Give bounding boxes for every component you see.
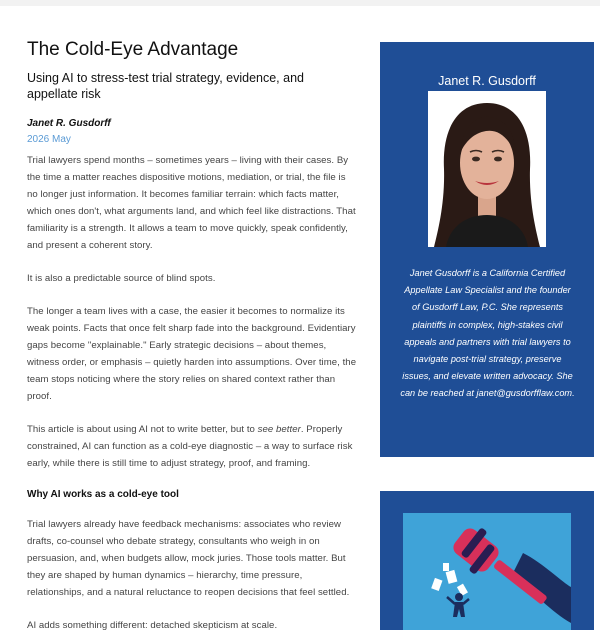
paragraph-6: AI adds something different: detached skepticism at scale. [27,620,278,630]
article-author: Janet R. Gusdorff [27,118,111,129]
top-bar [0,0,600,6]
article-date[interactable]: 2026 May [27,134,71,145]
article [27,38,357,630]
bio-text-a: Janet Gusdorff is a California Certified Appellate Law Specialist and the founder of [404,268,571,313]
bio-firm-link[interactable]: Gusdorff Law, P.C. [422,302,499,313]
paragraph-5: Trial lawyers already have feedback mechanisms: associates who review drafts, co-counsel who debate strategy, consultants who weigh in on persuasion, and, when budgets allow, mock juries. Those tools matter. But they are shaped by human dynamics – hierarchy, time pressure, relationships, and a natural reluctance to reopen decisions that feel settled. [27,519,350,598]
paragraph-4-emphasis: see better [257,424,301,435]
author-sidebar [380,42,594,457]
gavel-illustration-icon [403,513,571,630]
paragraph-3: The longer a team lives with a case, the easier it becomes to normalize its weak points. Facts that once felt sharp fade into the background. Evidentiary gaps become "explainable." Early strategic decisions – about themes, witness order, or emphasis – quietly harden into assumptions. Over time, the team stops noticing where the story relies on shared context rather than proof. [27,306,357,402]
author-bio [400,265,575,403]
paragraph-4 [27,421,357,472]
paragraph-4-text-a: This article is about using AI not to write better, but to [27,424,258,435]
author-photo [428,91,546,247]
illustration-card [380,491,594,630]
section-heading: Why AI works as a cold-eye tool [27,489,179,500]
paragraph-4-text-b: . Properly constrained, AI can function as a cold-eye diagnostic – a way to surface risk early, while there is still time to adjust strategy, proof, and framing. [27,424,353,469]
sidebar-author-name: Janet R. Gusdorff [438,74,536,88]
author-portrait-icon [428,91,546,247]
article-subtitle: Using AI to stress-test trial strategy, evidence, and appellate risk [27,71,304,101]
bio-text-b: She represents plaintiffs in complex, high-stakes civil appeals and partners with trial lawyers to navigate post-trial strategy, preserve issues, and elevate written advocacy. She can be reached at janet@gusdorfflaw.com. [400,302,575,399]
illustration [403,513,571,630]
article-title: The Cold-Eye Advantage [27,39,239,60]
paragraph-2: It is also a predictable source of blind spots. [27,273,216,284]
paragraph-1: Trial lawyers spend months – sometimes years – living with their cases. By the time a matter reaches dispositive motions, mediation, or trial, the file is no longer just information. It becomes familiar terrain: which facts matter, which ones don't, what arguments land, and which feel like distractions. That familiarity is a strength. It allows a team to move quickly, speak confidently, and present a coherent story. [27,155,356,251]
